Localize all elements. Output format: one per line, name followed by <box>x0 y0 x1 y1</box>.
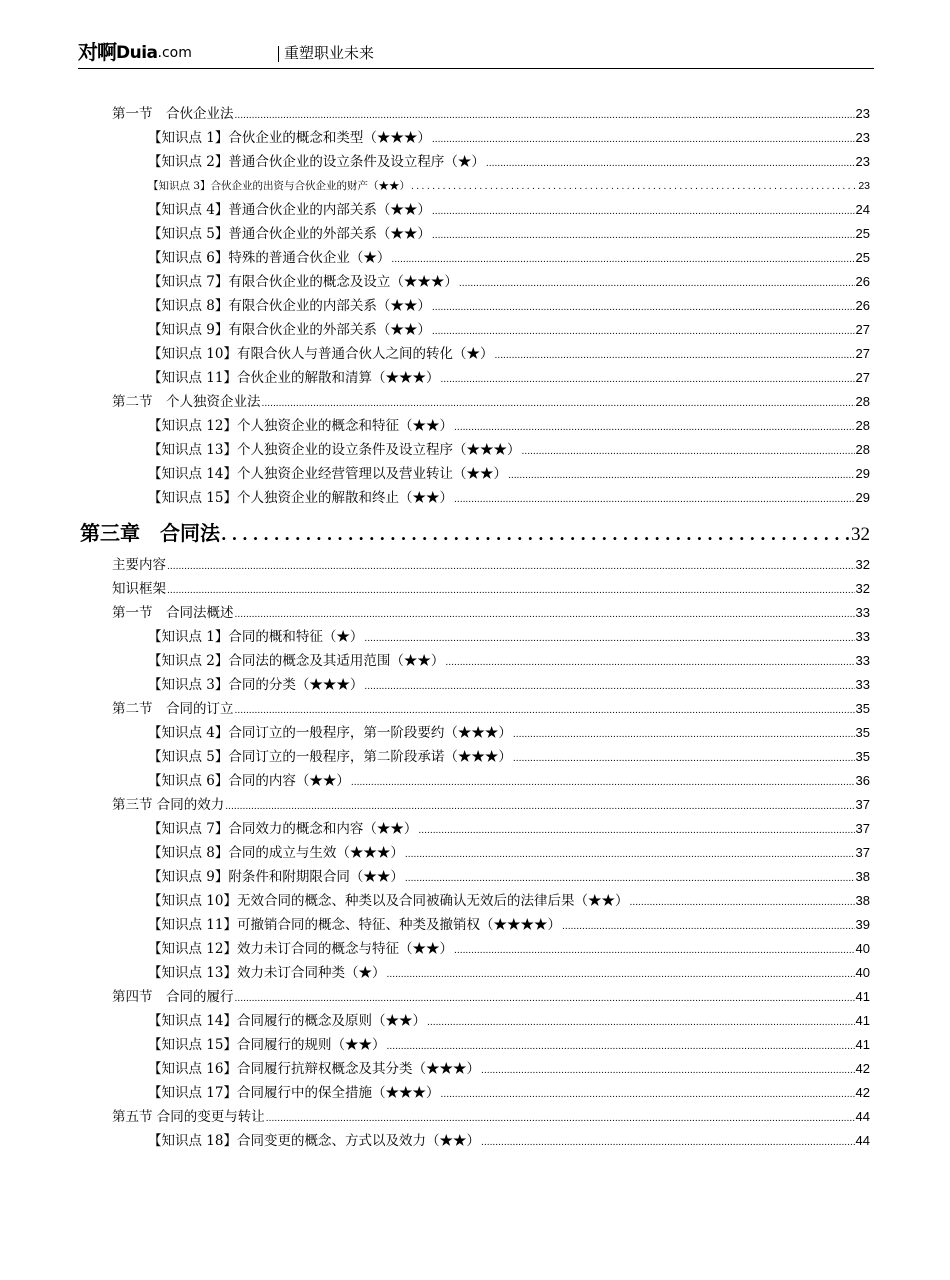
toc-page-number: 32 <box>851 524 870 545</box>
toc-item[interactable] <box>148 1081 870 1105</box>
toc-leader-dots <box>513 747 855 771</box>
toc-section[interactable] <box>112 390 870 414</box>
toc-leader-dots <box>513 723 855 747</box>
toc-page-number: 27 <box>855 322 870 337</box>
toc-entry-title: 【知识点 4】合同订立的一般程序，第一阶段要约（★★★） <box>148 725 512 741</box>
toc-leader-dots <box>364 627 854 651</box>
toc-leader-dots <box>391 248 854 272</box>
toc-page-number: 29 <box>855 466 870 481</box>
toc-entry-title: 【知识点 2】合同法的概念及其适用范围（★★） <box>148 653 445 669</box>
toc-entry-title: 【知识点 11】合伙企业的解散和清算（★★★） <box>148 370 440 386</box>
toc-entry-title: 第五节 合同的变更与转让 <box>112 1109 265 1125</box>
toc-leader-dots <box>235 104 855 128</box>
toc-page-number: 40 <box>855 941 870 956</box>
toc-item[interactable] <box>148 174 870 198</box>
toc-entry-title: 【知识点 11】可撤销合同的概念、特征、种类及撤销权（★★★★） <box>148 917 561 933</box>
toc-leader-dots <box>225 795 854 819</box>
toc-item[interactable] <box>148 1129 870 1153</box>
toc-entry-title: 【知识点 16】合同履行抗辩权概念及其分类（★★★） <box>148 1061 480 1077</box>
toc-entry-title: 【知识点 9】有限合伙企业的外部关系（★★） <box>148 322 431 338</box>
toc-page-number: 33 <box>855 677 870 692</box>
toc-page-number: 35 <box>855 749 870 764</box>
toc-page-number: 37 <box>855 821 870 836</box>
toc-page-number: 44 <box>855 1109 870 1124</box>
toc-page-number: 28 <box>855 418 870 433</box>
header-rule <box>78 68 874 69</box>
toc-leader-dots <box>440 1083 854 1107</box>
toc-item[interactable] <box>148 366 870 390</box>
toc-entry-title: 【知识点 2】普通合伙企业的设立条件及设立程序（★） <box>148 154 485 170</box>
toc-entry-title: 【知识点 5】普通合伙企业的外部关系（★★） <box>148 226 431 242</box>
toc-entry-title: 【知识点 13】效力未订合同种类（★） <box>148 965 386 981</box>
toc-leader-dots <box>418 819 854 843</box>
toc-item[interactable] <box>148 769 870 793</box>
toc-entry-title: 【知识点 1】合同的概和特征（★） <box>148 629 364 645</box>
toc-page-number: 35 <box>855 701 870 716</box>
toc-entry-title: 主要内容 <box>112 557 166 573</box>
toc-leader-dots <box>386 963 854 987</box>
header-separator <box>278 46 279 62</box>
toc-section[interactable] <box>112 601 870 625</box>
toc-leader-dots <box>235 603 855 627</box>
toc-leader-dots <box>629 891 854 915</box>
toc-page-number: 38 <box>855 869 870 884</box>
toc-page-number: 23 <box>855 130 870 145</box>
toc-entry-title: 【知识点 1】合伙企业的概念和类型（★★★） <box>148 130 431 146</box>
toc-leader-dots <box>508 464 855 488</box>
toc-item[interactable] <box>148 745 870 769</box>
toc-leader-dots <box>454 939 855 963</box>
toc-leader-dots <box>454 488 855 512</box>
toc-entry-title: 第二节 个人独资企业法 <box>112 394 261 410</box>
toc-leader-dots <box>445 651 854 675</box>
toc-page-number: 42 <box>855 1085 870 1100</box>
toc-chapter[interactable] <box>80 515 870 551</box>
toc-page-number: 44 <box>855 1133 870 1148</box>
toc-leader-dots <box>351 771 855 795</box>
toc-page-number: 26 <box>855 298 870 313</box>
toc-leader-dots <box>432 200 855 224</box>
toc-entry-title: 【知识点 14】个人独资企业经营管理以及营业转让（★★） <box>148 466 507 482</box>
toc-entry-title: 【知识点 17】合同履行中的保全措施（★★★） <box>148 1085 440 1101</box>
toc-item[interactable] <box>148 961 870 985</box>
toc-page-number: 33 <box>855 653 870 668</box>
toc-page-number: 42 <box>855 1061 870 1076</box>
toc-page-number: 41 <box>855 1013 870 1028</box>
toc-item[interactable] <box>148 913 870 937</box>
toc-entry-title: 第三节 合同的效力 <box>112 797 225 813</box>
toc-entry-title: 【知识点 12】效力未订合同的概念与特征（★★） <box>148 941 453 957</box>
toc-entry-title: 【知识点 4】普通合伙企业的内部关系（★★） <box>148 202 431 218</box>
toc-item[interactable] <box>148 649 870 673</box>
toc-leader-dots <box>235 987 855 1011</box>
toc-page-number: 24 <box>855 202 870 217</box>
toc-entry-title: 第四节 合同的履行 <box>112 989 234 1005</box>
toc-item[interactable] <box>148 198 870 222</box>
toc-leader-dots <box>432 128 855 152</box>
toc-page-number: 36 <box>855 773 870 788</box>
toc-leader-dots <box>405 867 855 891</box>
toc-entry-title: 【知识点 15】个人独资企业的解散和终止（★★） <box>148 490 453 506</box>
toc-item[interactable] <box>148 126 870 150</box>
toc-page-number: 37 <box>855 797 870 812</box>
toc-entry-title: 第一节 合同法概述 <box>112 605 234 621</box>
toc-page-number: 40 <box>855 965 870 980</box>
toc-leader-dots <box>494 344 854 368</box>
toc-page-number: 41 <box>855 1037 870 1052</box>
toc-page-number: 28 <box>855 394 870 409</box>
logo-chinese: 对啊 <box>78 40 116 64</box>
toc-leader-dots <box>521 440 854 464</box>
toc-page-number: 37 <box>855 845 870 860</box>
toc-item[interactable] <box>148 222 870 246</box>
toc-item[interactable] <box>148 294 870 318</box>
logo-latin: Duia <box>116 43 158 63</box>
toc-leader-dots <box>454 416 855 440</box>
toc-leader-dots <box>440 368 854 392</box>
toc-entry-title: 【知识点 3】合伙企业的出资与合伙企业的财产（★★） <box>148 180 411 192</box>
toc-page-number: 33 <box>855 629 870 644</box>
toc-entry-title: 第三章 合同法 <box>80 521 220 545</box>
toc-entry-title: 第二节 合同的订立 <box>112 701 234 717</box>
toc-item[interactable] <box>148 1057 870 1081</box>
toc-item[interactable] <box>148 721 870 745</box>
toc-item[interactable] <box>148 1009 870 1033</box>
toc-page-number: 27 <box>855 370 870 385</box>
toc-page-number: 33 <box>855 605 870 620</box>
toc-item[interactable] <box>148 318 870 342</box>
toc-entry-title: 【知识点 3】合同的分类（★★★） <box>148 677 364 693</box>
toc-item[interactable] <box>148 486 870 510</box>
toc-entry-title: 【知识点 5】合同订立的一般程序，第二阶段承诺（★★★） <box>148 749 512 765</box>
toc-entry-title: 【知识点 6】特殊的普通合伙企业（★） <box>148 250 391 266</box>
toc-page-number: 26 <box>855 274 870 289</box>
toc-entry-title: 【知识点 13】个人独资企业的设立条件及设立程序（★★★） <box>148 442 521 458</box>
toc-section[interactable] <box>112 697 870 721</box>
toc-leader-dots <box>364 675 854 699</box>
toc-entry-title: 第一节 合伙企业法 <box>112 106 234 122</box>
toc-leader-dots <box>486 152 855 176</box>
toc-leader-dots <box>432 224 855 248</box>
toc-page-number: 23 <box>858 180 870 192</box>
toc-item[interactable] <box>148 150 870 174</box>
toc-page-number: 32 <box>855 581 870 596</box>
toc-item[interactable] <box>148 342 870 366</box>
toc-item[interactable] <box>148 1033 870 1057</box>
toc-item[interactable] <box>148 270 870 294</box>
toc-entry-title: 【知识点 18】合同变更的概念、方式以及效力（★★） <box>148 1133 480 1149</box>
page-header <box>78 40 874 70</box>
toc-section[interactable] <box>112 102 870 126</box>
toc-page-number: 41 <box>855 989 870 1004</box>
toc-leader-dots <box>221 517 850 553</box>
toc-entry-title: 知识框架 <box>112 581 166 597</box>
toc-leader-dots <box>432 320 855 344</box>
toc-leader-dots <box>459 272 855 296</box>
toc-page-number: 35 <box>855 725 870 740</box>
toc-page-number: 23 <box>855 154 870 169</box>
toc-entry-title: 【知识点 8】有限合伙企业的内部关系（★★） <box>148 298 431 314</box>
toc-leader-dots <box>411 175 857 199</box>
toc-page-number: 25 <box>855 250 870 265</box>
toc-leader-dots <box>167 555 855 579</box>
toc-leader-dots <box>405 843 855 867</box>
toc-item[interactable] <box>148 673 870 697</box>
toc-section[interactable] <box>112 985 870 1009</box>
toc-section[interactable] <box>112 1105 870 1129</box>
toc-leader-dots <box>481 1059 855 1083</box>
toc-page-number: 38 <box>855 893 870 908</box>
toc-entry-title: 【知识点 6】合同的内容（★★） <box>148 773 350 789</box>
toc-entry-title: 【知识点 10】有限合伙人与普通合伙人之间的转化（★） <box>148 346 494 362</box>
toc-page-number: 39 <box>855 917 870 932</box>
toc-item[interactable] <box>148 625 870 649</box>
toc-leader-dots <box>235 699 855 723</box>
toc-entry-title: 【知识点 10】无效合同的概念、种类以及合同被确认无效后的法律后果（★★） <box>148 893 629 909</box>
toc-page-number: 32 <box>855 557 870 572</box>
toc-leader-dots <box>427 1011 855 1035</box>
header-slogan: 重塑职业未来 <box>284 44 375 62</box>
toc-section[interactable] <box>112 793 870 817</box>
toc-entry-title: 【知识点 7】合同效力的概念和内容（★★） <box>148 821 418 837</box>
toc-entry-title: 【知识点 7】有限合伙企业的概念及设立（★★★） <box>148 274 458 290</box>
toc-page-number: 27 <box>855 346 870 361</box>
toc-leader-dots <box>262 392 855 416</box>
logo-domain: .com <box>157 45 192 61</box>
toc-section[interactable] <box>112 553 870 577</box>
toc-item[interactable] <box>148 865 870 889</box>
toc-page-number: 25 <box>855 226 870 241</box>
toc-entry-title: 【知识点 15】合同履行的规则（★★） <box>148 1037 386 1053</box>
toc-page-number: 28 <box>855 442 870 457</box>
duia-logo[interactable] <box>78 40 192 64</box>
toc-item[interactable] <box>148 462 870 486</box>
toc-item[interactable] <box>148 841 870 865</box>
toc-page-number: 23 <box>855 106 870 121</box>
toc-leader-dots <box>562 915 855 939</box>
toc-leader-dots <box>266 1107 855 1131</box>
toc-page-number: 29 <box>855 490 870 505</box>
toc-entry-title: 【知识点 12】个人独资企业的概念和特征（★★） <box>148 418 453 434</box>
toc-entry-title: 【知识点 8】合同的成立与生效（★★★） <box>148 845 404 861</box>
toc-item[interactable] <box>148 937 870 961</box>
toc-item[interactable] <box>148 246 870 270</box>
toc-item[interactable] <box>148 889 870 913</box>
toc-leader-dots <box>167 579 855 603</box>
toc-leader-dots <box>432 296 855 320</box>
toc-leader-dots <box>481 1131 855 1155</box>
toc-entry-title: 【知识点 14】合同履行的概念及原则（★★） <box>148 1013 426 1029</box>
toc-item[interactable] <box>148 438 870 462</box>
toc-section[interactable] <box>112 577 870 601</box>
toc-entry-title: 【知识点 9】附条件和附期限合同（★★） <box>148 869 404 885</box>
toc-item[interactable] <box>148 414 870 438</box>
toc-leader-dots <box>386 1035 854 1059</box>
toc-item[interactable] <box>148 817 870 841</box>
